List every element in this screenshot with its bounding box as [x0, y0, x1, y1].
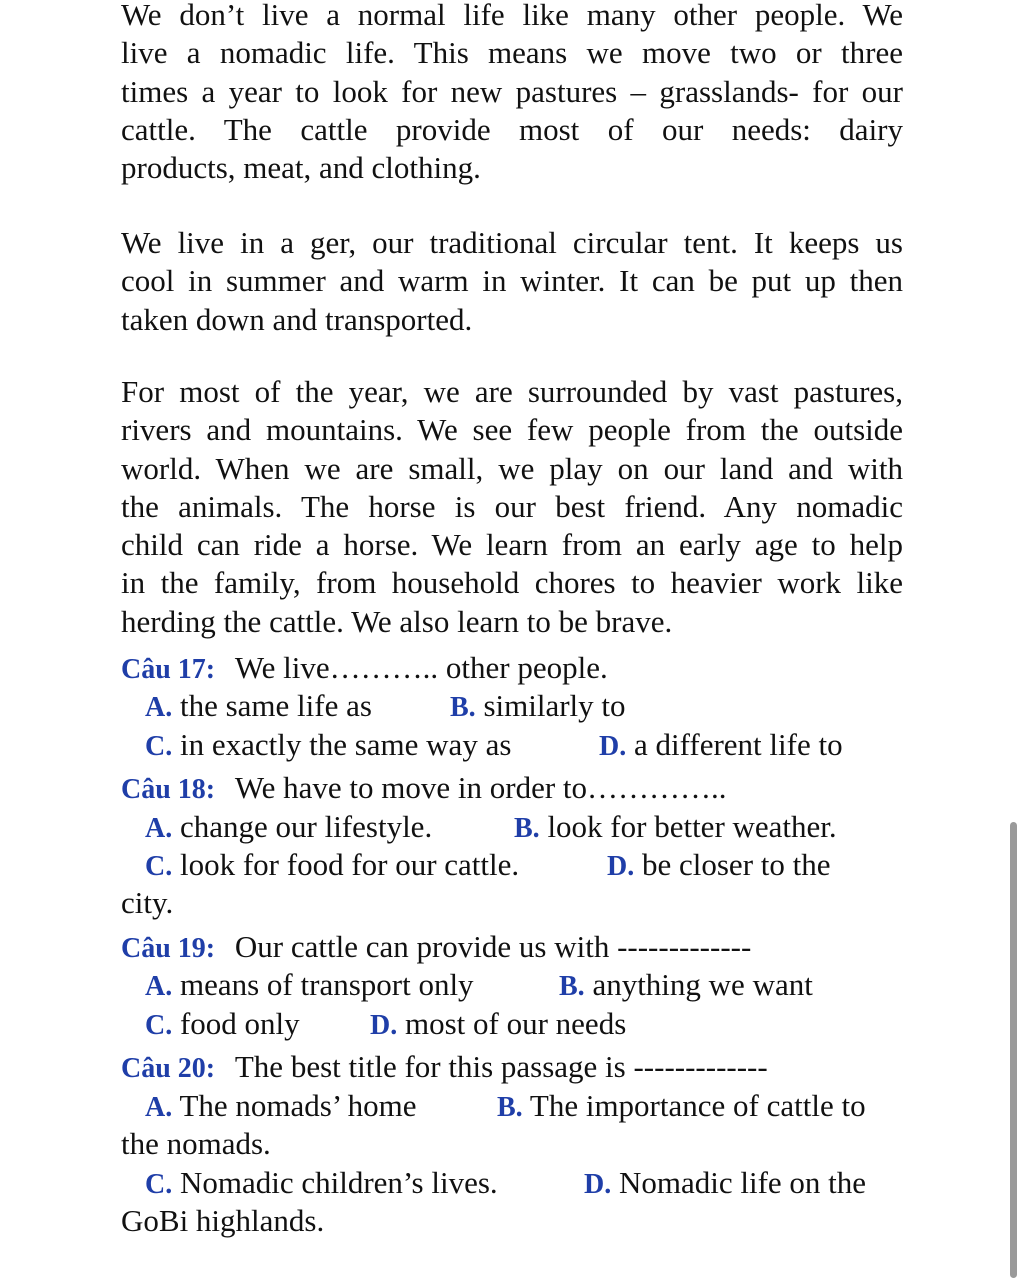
- option-letter: A.: [145, 971, 173, 1002]
- option-a[interactable]: [145, 1087, 416, 1127]
- option-letter: B.: [497, 1092, 523, 1123]
- option-text-continued: city.: [121, 885, 174, 920]
- option-b[interactable]: [559, 966, 813, 1006]
- option-text: The nomads’ home: [179, 1088, 417, 1123]
- question-20-wrap-line-b: [121, 1125, 271, 1163]
- question-18-options-row-1: [145, 808, 837, 848]
- question-19-options-row-1: [145, 966, 813, 1006]
- question-number: Câu 17:: [121, 654, 216, 685]
- option-text: most of our needs: [404, 1006, 627, 1041]
- question-18-stem: [121, 769, 727, 809]
- option-b[interactable]: [450, 687, 626, 727]
- question-text: We live……….. other people.: [234, 650, 608, 685]
- question-19-options-row-2: [145, 1005, 627, 1045]
- text-line: taken down and transported.: [121, 301, 473, 337]
- question-20-options-row-2: [145, 1164, 867, 1204]
- question-19-stem: [121, 928, 751, 968]
- option-letter: D.: [599, 731, 627, 762]
- option-letter: C.: [145, 1169, 173, 1200]
- text-line: products, meat, and clothing.: [121, 150, 481, 186]
- question-17-options-row-1: [145, 687, 626, 727]
- text-line: in the family, from household chores to heavier work like: [121, 565, 903, 601]
- text-line: We live in a ger, our traditional circular tent. It keeps us: [121, 225, 903, 260]
- question-number: Câu 18:: [121, 774, 216, 805]
- option-text-continued: the nomads.: [121, 1126, 271, 1161]
- option-b[interactable]: [497, 1087, 866, 1127]
- option-c[interactable]: [145, 1005, 300, 1045]
- option-letter: A.: [145, 813, 173, 844]
- text-line: the animals. The horse is our best friend. Any nomadic: [121, 488, 903, 524]
- option-letter: D.: [607, 851, 635, 882]
- option-d[interactable]: [370, 1005, 626, 1045]
- option-d[interactable]: [584, 1164, 866, 1204]
- text-line: live a nomadic life. This means we move two or three: [121, 35, 903, 71]
- option-text: anything we want: [592, 967, 813, 1002]
- option-letter: C.: [145, 1010, 173, 1041]
- option-letter: C.: [145, 731, 173, 762]
- option-letter: D.: [370, 1010, 398, 1041]
- question-17-stem: [121, 649, 608, 689]
- option-text: change our lifestyle.: [179, 809, 433, 844]
- text-line: rivers and mountains. We see few people from the outside: [121, 412, 903, 448]
- text-line: world. When we are small, we play on our land and with: [121, 450, 903, 486]
- option-a[interactable]: [145, 687, 372, 727]
- question-18-options-row-2: [145, 846, 831, 886]
- option-text: Nomadic children’s lives.: [179, 1165, 498, 1200]
- option-text: means of transport only: [179, 967, 474, 1002]
- option-letter: D.: [584, 1169, 612, 1200]
- option-text: look for better weather.: [547, 809, 837, 844]
- text-line: cattle. The cattle provide most of our needs: dairy: [121, 111, 903, 147]
- option-d[interactable]: [607, 846, 831, 886]
- question-number: Câu 19:: [121, 933, 216, 964]
- option-text: look for food for our cattle.: [179, 847, 520, 882]
- option-letter: B.: [559, 971, 585, 1002]
- option-text: Nomadic life on the: [618, 1165, 867, 1200]
- option-text: in exactly the same way as: [179, 727, 512, 762]
- text-line: cool in summer and warm in winter. It can be put up then: [121, 263, 903, 299]
- option-letter: B.: [450, 692, 476, 723]
- text-line: child can ride a horse. We learn from an early age to help: [121, 527, 903, 563]
- text-line: times a year to look for new pastures – grasslands- for our: [121, 73, 903, 109]
- option-d[interactable]: [599, 726, 843, 766]
- question-20-stem: [121, 1048, 768, 1088]
- option-letter: C.: [145, 851, 173, 882]
- passage-paragraph-3: [121, 373, 903, 641]
- passage-paragraph-1: [121, 0, 903, 187]
- option-letter: A.: [145, 692, 173, 723]
- option-text: The importance of cattle to: [529, 1088, 866, 1123]
- option-text: the same life as: [179, 688, 372, 723]
- question-text: Our cattle can provide us with -------------: [234, 929, 752, 964]
- text-line: herding the cattle. We also learn to be brave.: [121, 603, 673, 639]
- option-c[interactable]: [145, 1164, 498, 1204]
- option-a[interactable]: [145, 808, 432, 848]
- question-text: The best title for this passage is -------------: [234, 1049, 768, 1084]
- passage-paragraph-2: [121, 224, 903, 339]
- question-17-options-row-2: [145, 726, 843, 766]
- vertical-scrollbar-thumb[interactable]: [1010, 822, 1017, 1278]
- question-text: We have to move in order to…………..: [234, 770, 727, 805]
- option-text: a different life to: [633, 727, 843, 762]
- option-a[interactable]: [145, 966, 474, 1006]
- option-text: be closer to the: [641, 847, 831, 882]
- question-20-wrap-line-d: [121, 1202, 324, 1240]
- text-line: For most of the year, we are surrounded by vast pastures,: [121, 374, 903, 409]
- option-text: similarly to: [483, 688, 626, 723]
- question-20-options-row-1: [145, 1087, 866, 1127]
- question-number: Câu 20:: [121, 1053, 216, 1084]
- option-b[interactable]: [514, 808, 837, 848]
- option-letter: A.: [145, 1092, 173, 1123]
- option-letter: B.: [514, 813, 540, 844]
- option-c[interactable]: [145, 846, 519, 886]
- option-text: food only: [179, 1006, 300, 1041]
- text-line: We don’t live a normal life like many other people. We: [121, 0, 903, 32]
- option-text-continued: GoBi highlands.: [121, 1203, 325, 1238]
- option-c[interactable]: [145, 726, 511, 766]
- question-18-wrap-line: [121, 884, 173, 922]
